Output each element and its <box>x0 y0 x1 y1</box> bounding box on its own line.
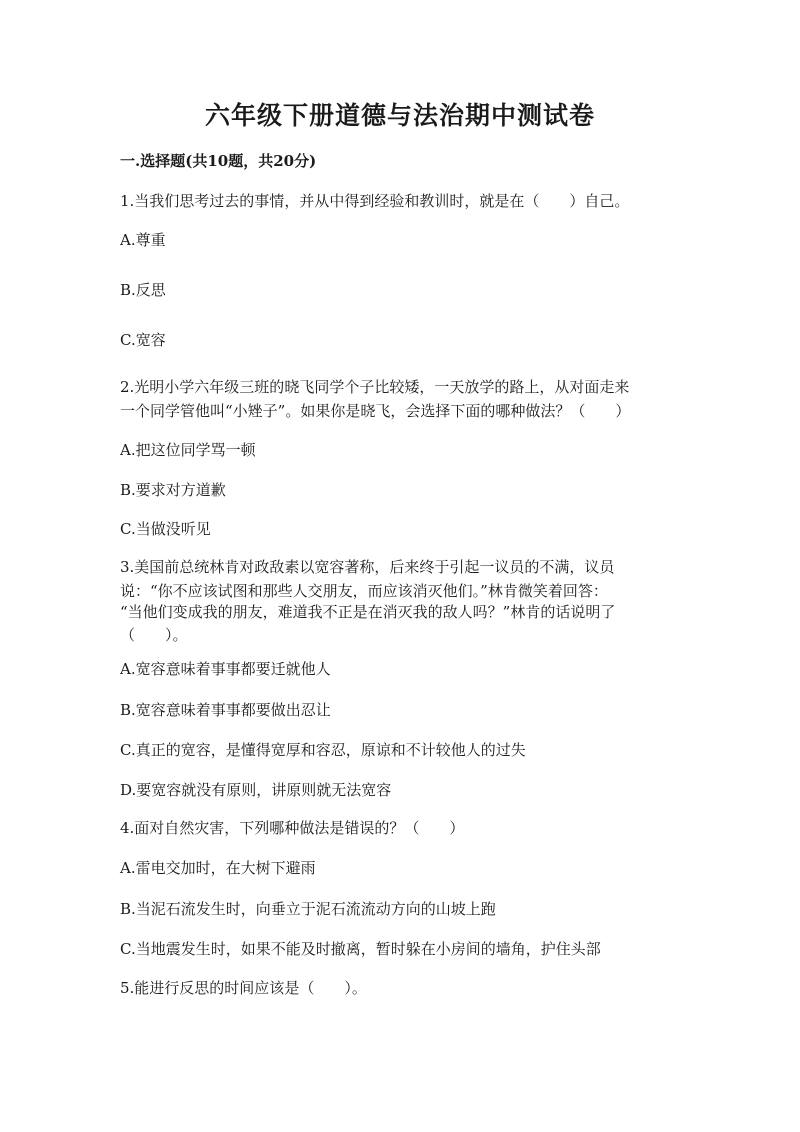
question-3-stem-line-4: （ ）。 <box>120 626 188 644</box>
question-3-option-c: C.真正的宽容，是懂得宽厚和容忍，原谅和不计较他人的过失 <box>120 741 526 759</box>
question-1-option-b: B.反思 <box>120 281 166 299</box>
section-heading: 一.选择题(共10题，共20分) <box>120 152 317 170</box>
question-3-option-a: A.宽容意味着事事都要迁就他人 <box>120 660 331 678</box>
question-3-stem-line-3: “当他们变成我的朋友，难道我不正是在消灭我的敌人吗？”林肯的话说明了 <box>120 603 616 621</box>
question-4-option-c: C.当地震发生时，如果不能及时撤离，暂时躲在小房间的墙角，护住头部 <box>120 940 601 958</box>
question-1-stem: 1.当我们思考过去的事情，并从中得到经验和教训时，就是在（ ）自己。 <box>120 192 630 210</box>
question-4-option-b: B.当泥石流发生时，向垂立于泥石流流动方向的山坡上跑 <box>120 900 496 918</box>
question-1-option-a: A.尊重 <box>120 231 166 249</box>
question-2-option-a: A.把这位同学骂一顿 <box>120 441 256 459</box>
question-4-option-a: A.雷电交加时，在大树下避雨 <box>120 859 316 877</box>
question-3-option-d: D.要宽容就没有原则，讲原则就无法宽容 <box>120 781 392 799</box>
question-2-option-b: B.要求对方道歉 <box>120 481 226 499</box>
question-3-stem-line-1: 3.美国前总统林肯对政敌素以宽容著称，后来终于引起一议员的不满，议员 <box>120 558 615 576</box>
page-title: 六年级下册道德与法治期中测试卷 <box>204 101 595 130</box>
question-2-stem-line-1: 2.光明小学六年级三班的晓飞同学个子比较矮，一天放学的路上，从对面走来 <box>120 378 630 396</box>
question-3-stem-line-2: 说：“你不应该试图和那些人交朋友，而应该消灭他们。”林肯微笑着回答： <box>120 582 608 600</box>
question-2-option-c: C.当做没听见 <box>120 520 211 538</box>
question-3-option-b: B.宽容意味着事事都要做出忍让 <box>120 701 331 719</box>
question-1-option-c: C.宽容 <box>120 331 166 349</box>
question-2-stem-line-2: 一个同学管他叫“小矬子”。如果你是晓飞，会选择下面的哪种做法？（ ） <box>120 402 631 420</box>
question-5-stem: 5.能进行反思的时间应该是（ ）。 <box>120 979 367 997</box>
question-4-stem: 4.面对自然灾害，下列哪种做法是错误的？（ ） <box>120 819 465 837</box>
